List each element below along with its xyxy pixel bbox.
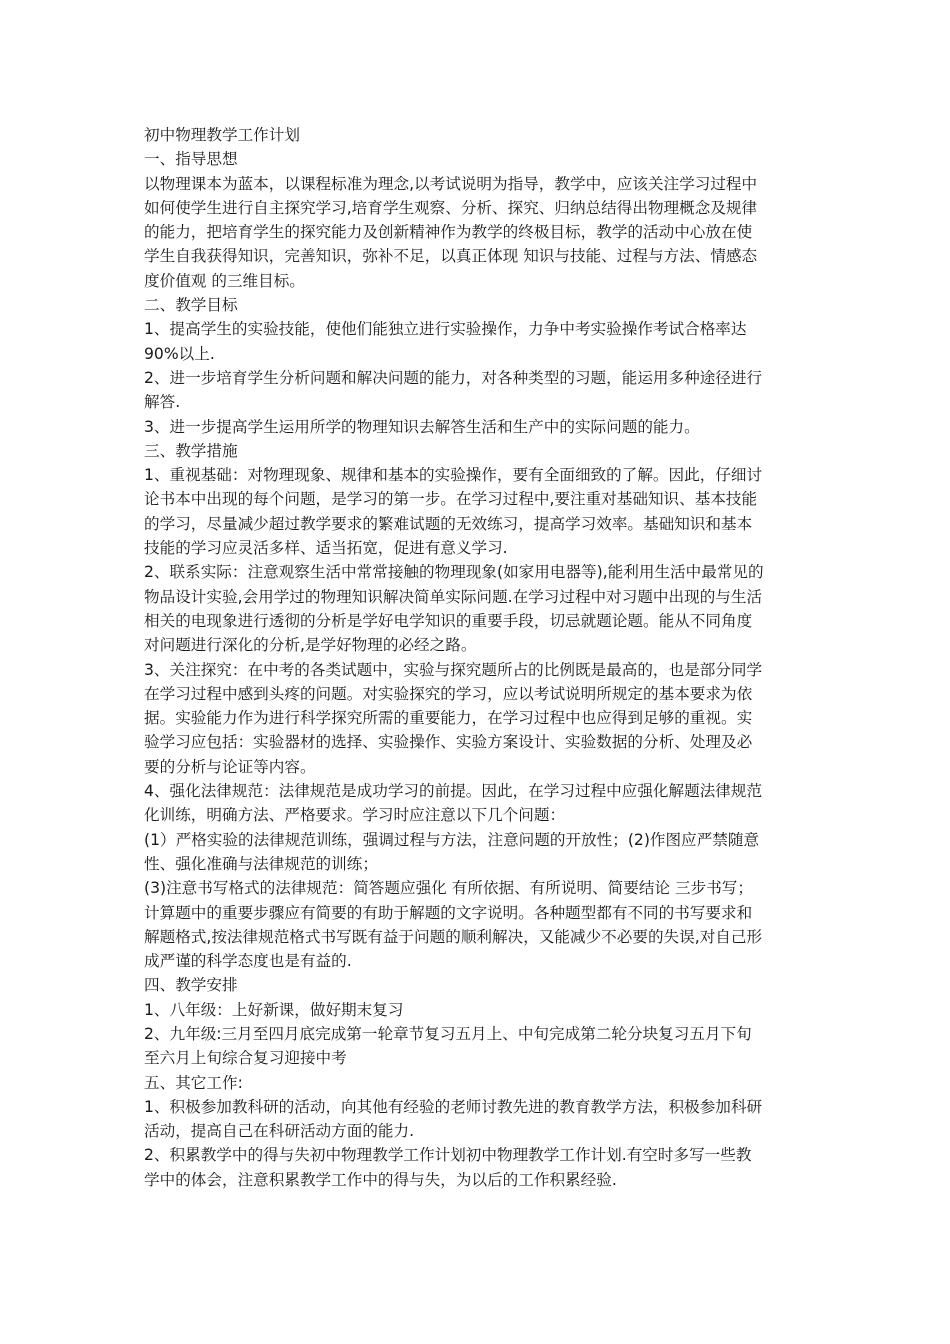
text-line: 4、强化法律规范：法律规范是成功学习的前提。因此，在学习过程中应强化解题法律规范 — [144, 782, 763, 801]
text-line: 度价值观 的三维目标。 — [144, 271, 305, 290]
text-line: 相关的电现象进行透彻的分析是学好电学知识的重要手段，切忌就题论题。能从不同角度 — [144, 611, 753, 630]
text-line: 四、教学安排 — [144, 976, 238, 995]
text-line: (3)注意书写格式的法律规范：简答题应强化 有所依据、有所说明、简要结论 三步书写； — [144, 879, 753, 898]
text-line: 五、其它工作: — [144, 1073, 243, 1092]
text-line: 1、重视基础：对物理现象、规律和基本的实验操作，要有全面细致的了解。因此，仔细讨 — [144, 466, 763, 485]
text-line: 计算题中的重要步骤应有简要的有助于解题的文字说明。各种题型都有不同的书写要求和 — [144, 903, 753, 922]
text-line: 2、积累教学中的得与失初中物理教学工作计划初中物理教学工作计划.有空时多写一些教 — [144, 1146, 752, 1165]
text-line: 的学习，尽量减少超过教学要求的繁难试题的无效练习，提高学习效率。基础知识和基本 — [144, 514, 753, 533]
text-line: 对问题进行深化的分析,是学好物理的必经之路。 — [144, 636, 477, 655]
text-line: 论书本中出现的每个问题，是学习的第一步。在学习过程中,要注重对基础知识、基本技能 — [144, 490, 758, 509]
text-line: 一、指导思想 — [144, 150, 238, 169]
text-line: 据。实验能力作为进行科学探究所需的重要能力，在学习过程中也应得到足够的重视。实 — [144, 709, 753, 728]
text-line: 1、积极参加教科研的活动，向其他有经验的老师讨教先进的教育教学方法，积极参加科研 — [144, 1097, 763, 1116]
text-line: 至六月上旬综合复习迎接中考 — [144, 1049, 347, 1068]
text-line: 如何使学生进行自主探究学习,培育学生观察、分析、探究、归纳总结得出物理概念及规律 — [144, 198, 758, 217]
text-line: 2、联系实际：注意观察生活中常常接触的物理现象(如家用电器等),能利用生活中最常见的 — [144, 563, 764, 582]
text-line: 初中物理教学工作计划 — [144, 126, 300, 144]
text-line: 性、强化准确与法律规范的训练； — [144, 854, 378, 873]
text-line: 3、进一步提高学生运用所学的物理知识去解答生活和生产中的实际问题的能力。 — [144, 417, 700, 436]
text-line: 活动，提高自己在科研活动方面的能力. — [144, 1122, 415, 1141]
text-line: 90%以上. — [144, 344, 215, 363]
document-page — [144, 123, 810, 1192]
text-line: 1、八年级：上好新课，做好期末复习 — [144, 1000, 404, 1019]
text-line: 验学习应包括：实验器材的选择、实验操作、实验方案设计、实验数据的分析、处理及必 — [144, 733, 753, 752]
text-line: 学中的体会，注意积累教学工作中的得与失，为以后的工作积累经验. — [144, 1170, 617, 1189]
text-line: 技能的学习应灵活多样、适当拓宽，促进有意义学习. — [144, 539, 508, 558]
text-line: 物品设计实验,会用学过的物理知识解决简单实际问题.在学习过程中对习题中出现的与生活 — [144, 587, 763, 606]
text-line: 成严谨的科学态度也是有益的. — [144, 952, 352, 971]
text-line: (1）严格实验的法律规范训练，强调过程与方法，注意问题的开放性；(2)作图应严禁随意 — [144, 830, 760, 849]
text-line: 解题格式,按法律规范格式书写既有益于问题的顺利解决，又能减少不必要的失误,对自己形 — [144, 927, 763, 946]
text-line: 2、进一步培育学生分析问题和解决问题的能力，对各种类型的习题，能运用多种途径进行 — [144, 368, 763, 387]
text-line: 要的分析与论证等内容。 — [144, 757, 316, 776]
text-line: 的能力，把培育学生的探究能力及创新精神作为教学的终极目标，教学的活动中心放在使 — [144, 223, 753, 242]
text-line: 1、提高学生的实验技能，使他们能独立进行实验操作，力争中考实验操作考试合格率达 — [144, 320, 747, 339]
text-line: 2、九年级:三月至四月底完成第一轮章节复习五月上、中旬完成第二轮分块复习五月下旬 — [144, 1024, 752, 1043]
text-line: 3、关注探究：在中考的各类试题中，实验与探究题所占的比例既是最高的，也是部分同学 — [144, 660, 763, 679]
text-line: 学生自我获得知识，完善知识，弥补不足，以真正体现 知识与技能、过程与方法、情感态 — [144, 247, 758, 266]
text-line: 化训练，明确方法、严格要求。学习时应注意以下几个问题： — [144, 806, 566, 825]
text-line: 解答. — [144, 393, 181, 412]
text-line: 以物理课本为蓝本，以课程标准为理念,以考试说明为指导，教学中，应该关注学习过程中 — [144, 174, 758, 193]
text-line: 二、教学目标 — [144, 296, 238, 315]
text-line: 三、教学措施 — [144, 441, 238, 460]
text-line: 在学习过程中感到头疼的问题。对实验探究的学习，应以考试说明所规定的基本要求为依 — [144, 684, 753, 703]
